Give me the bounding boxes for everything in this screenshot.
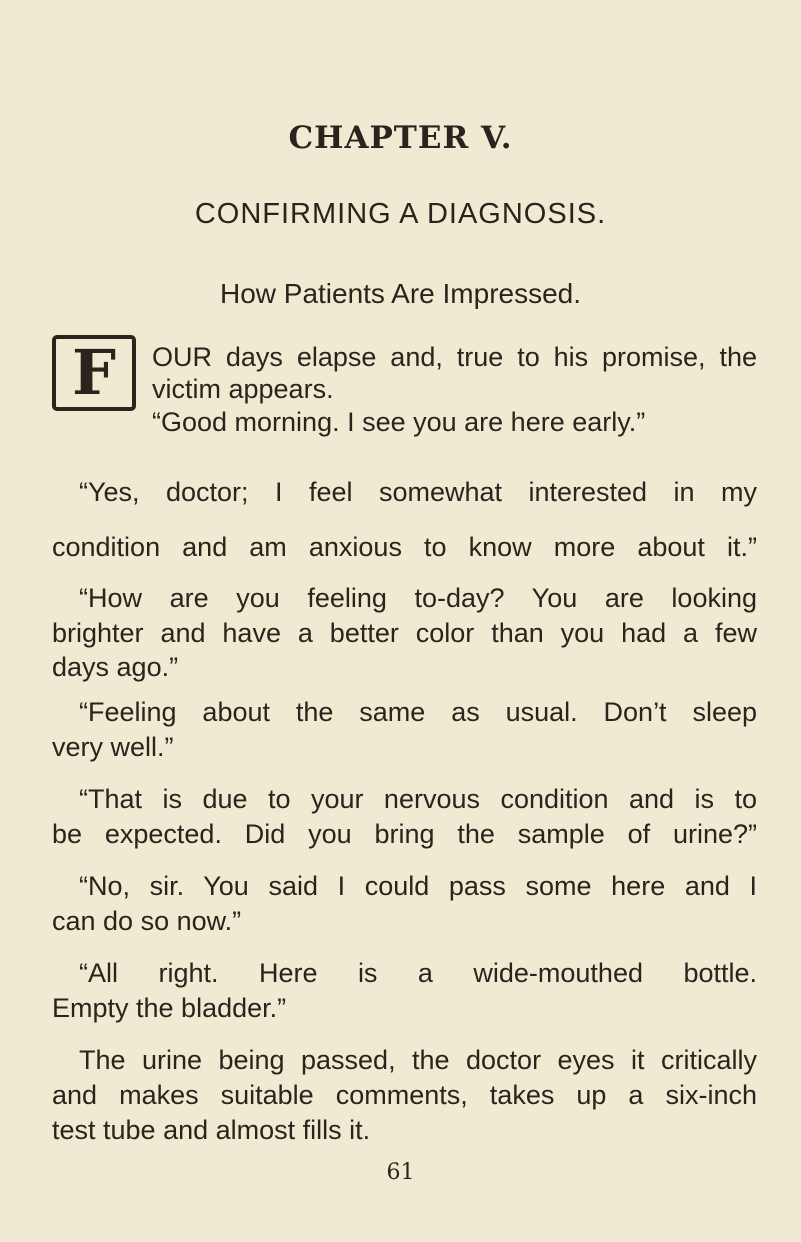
chapter-heading: CHAPTER V. (288, 120, 513, 156)
text-line: can do so now.” (52, 906, 242, 936)
text-line: victim appears. (152, 374, 334, 404)
page-number: 61 (386, 1160, 415, 1185)
text-line: “How are you feeling to-day? You are looking (79, 583, 757, 613)
text-line: test tube and almost fills it. (52, 1115, 371, 1145)
text-line: “Good morning. I see you are here early.” (152, 407, 646, 437)
text-line: “Yes, doctor; I feel somewhat interested in my (79, 477, 757, 507)
text-line: and makes suitable comments, takes up a six-inch (52, 1080, 757, 1110)
drop-cap (52, 335, 136, 411)
text-line: very well.” (52, 732, 174, 762)
text-line: “No, sir. You said I could pass some here and I (79, 871, 757, 901)
section-heading: How Patients Are Impressed. (219, 278, 582, 309)
text-line: “Feeling about the same as usual. Don’t sleep (79, 697, 757, 727)
text-line: “All right. Here is a wide-mouthed bottle. (79, 958, 757, 988)
text-line: condition and am anxious to know more about it.” (52, 532, 757, 562)
text-line: be expected. Did you bring the sample of urine?” (52, 819, 757, 849)
text-line: “That is due to your nervous condition and is to (79, 784, 757, 814)
text-line: brighter and have a better color than you had a few (52, 618, 757, 648)
drop-cap-letter: F (71, 336, 117, 409)
text-line: OUR days elapse and, true to his promise, the (152, 342, 757, 372)
text-line: Empty the bladder.” (52, 993, 287, 1023)
text-line: days ago.” (52, 652, 179, 682)
chapter-title: CONFIRMING A DIAGNOSIS. (194, 198, 607, 230)
text-line: The urine being passed, the doctor eyes it critically (79, 1045, 757, 1075)
